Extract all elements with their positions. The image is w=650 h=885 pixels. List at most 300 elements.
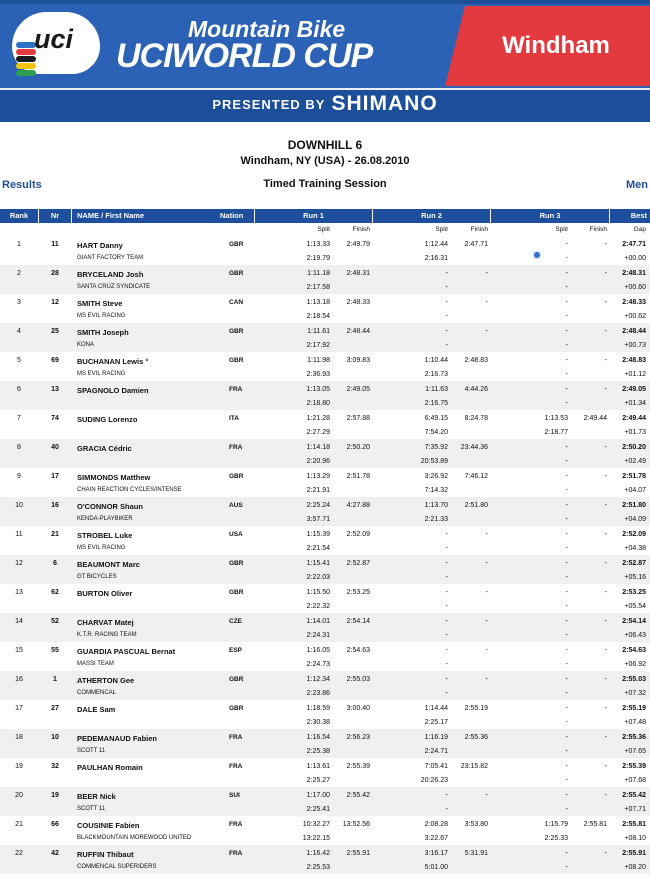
cell-rank: 12 — [15, 560, 23, 567]
cell-run3-split: - — [565, 763, 568, 770]
cell-run3-finish: - — [604, 676, 607, 683]
cell-run3-time: - — [565, 719, 568, 726]
cell-nation: ESP — [229, 647, 243, 654]
cell-run3-time: - — [565, 284, 568, 291]
cell-rank: 20 — [15, 792, 23, 799]
cell-team: SCOTT 11 — [77, 748, 106, 754]
cell-run3-finish: - — [604, 850, 607, 857]
cell-best: 2:55.39 — [622, 763, 646, 770]
cell-team: K.T.R. RACING TEAM — [77, 632, 137, 638]
cell-run1-finish: 2:55.42 — [346, 792, 370, 799]
cell-nation: SUI — [229, 792, 240, 799]
uci-stripes-icon — [16, 42, 36, 74]
cell-nation: USA — [229, 531, 243, 538]
cell-nation: GBR — [229, 473, 244, 480]
run1-finish-header: Finish — [352, 226, 370, 233]
cell-run1-finish: 2:48.31 — [346, 270, 370, 277]
cell-team: GIANT FACTORY TEAM — [77, 255, 144, 261]
cell-run2-finish: 5:31.91 — [464, 850, 488, 857]
cell-gap: +04.38 — [624, 545, 646, 552]
cell-name: BURTON Oliver — [77, 589, 133, 598]
table-row — [0, 323, 650, 352]
cell-team: COMMENCAL SUPERIDERS — [77, 864, 157, 870]
presented-by: PRESENTED BY — [212, 96, 326, 112]
cell-run3-time: - — [565, 864, 568, 871]
cell-run1-split: 1:11.61 — [307, 328, 330, 335]
cell-run2-finish: 3:53.80 — [464, 821, 488, 828]
cell-run2-time: 7:14.32 — [424, 487, 448, 494]
cell-nr: 40 — [51, 444, 59, 451]
table-row — [0, 381, 650, 410]
table-row — [0, 671, 650, 700]
cell-nation: GBR — [229, 676, 244, 683]
cell-nation: GBR — [229, 589, 244, 596]
cell-run2-time: 2:16.31 — [424, 255, 448, 262]
table-row — [0, 816, 650, 845]
cell-best: 2:51.80 — [622, 502, 646, 509]
cell-run2-time: - — [445, 632, 448, 639]
cell-run3-finish: - — [604, 531, 607, 538]
cell-run2-finish: - — [485, 270, 488, 277]
cell-nr: 11 — [51, 241, 59, 248]
cell-rank: 18 — [15, 734, 23, 741]
cell-run2-time: - — [445, 545, 448, 552]
cell-nation: FRA — [229, 444, 243, 451]
event-location-date: Windham, NY (USA) - 26.08.2010 — [240, 155, 410, 167]
cell-nr: 12 — [51, 299, 59, 306]
cell-nr: 42 — [51, 850, 59, 857]
cell-run1-time: 13:22.15 — [302, 835, 330, 842]
cell-run3-split: - — [565, 531, 568, 538]
cell-run3-time: - — [565, 342, 568, 349]
cell-best: 2:48.83 — [622, 357, 646, 364]
cell-run3-finish: - — [604, 386, 607, 393]
cell-run2-time: 20:26.23 — [420, 777, 448, 784]
cell-best: 2:49.05 — [622, 386, 646, 393]
cell-run3-split: - — [565, 270, 568, 277]
cell-run1-time: 2:22.32 — [306, 603, 330, 610]
cell-name: SPAGNOLO Damien — [77, 386, 149, 395]
cell-run2-finish: - — [485, 676, 488, 683]
cell-run3-split: 1:15.79 — [544, 821, 568, 828]
cell-run3-finish: - — [604, 734, 607, 741]
cell-run3-finish: - — [604, 647, 607, 654]
cell-run3-finish: - — [604, 270, 607, 277]
cell-run1-split: 1:14.18 — [306, 444, 330, 451]
cell-run3-split: - — [565, 444, 568, 451]
cell-gap: +06.43 — [624, 632, 646, 639]
cell-run1-split: 2:25.24 — [306, 502, 330, 509]
cell-run1-split: 1:15.39 — [306, 531, 330, 538]
cell-run3-time: - — [565, 400, 568, 407]
cell-run2-split: 1:10.44 — [424, 357, 448, 364]
cell-nation: GBR — [229, 270, 244, 277]
table-row — [0, 555, 650, 584]
cell-run3-finish: 2:55.81 — [583, 821, 607, 828]
cell-best: 2:47.71 — [622, 241, 646, 248]
cell-run1-split: 1:13.29 — [306, 473, 330, 480]
cell-run2-split: 3:26.92 — [424, 473, 448, 480]
cell-run3-finish: - — [604, 241, 607, 248]
cell-run2-finish: 2:48.83 — [464, 357, 488, 364]
cell-run3-time: - — [565, 487, 568, 494]
cell-run2-time: 7:54.20 — [424, 429, 448, 436]
cell-run3-time: 2:18.77 — [544, 429, 568, 436]
cell-run3-finish: - — [604, 473, 607, 480]
cell-run1-split: 1:12.34 — [306, 676, 330, 683]
cell-run2-finish: 4:44.26 — [464, 386, 488, 393]
cell-name: O'CONNOR Shaun — [77, 502, 143, 511]
cell-rank: 1 — [17, 241, 21, 248]
cell-run2-time: 2:25.17 — [424, 719, 448, 726]
cell-run3-time: - — [565, 545, 568, 552]
cell-nation: CZE — [229, 618, 242, 625]
cell-nation: FRA — [229, 734, 243, 741]
cell-nr: 10 — [51, 734, 59, 741]
cell-gap: +05.54 — [624, 603, 646, 610]
category-label: Men — [626, 179, 648, 191]
cell-best: 2:52.09 — [622, 531, 646, 538]
cell-name: SMITH Joseph — [77, 328, 129, 337]
cell-run3-finish: - — [604, 328, 607, 335]
cell-best: 2:53.25 — [622, 589, 646, 596]
cell-name: PEDEMANAUD Fabien — [77, 734, 158, 743]
cell-run3-split: - — [565, 386, 568, 393]
sponsor-line — [0, 92, 650, 116]
results-label: Results — [2, 179, 42, 191]
cell-rank: 4 — [17, 328, 21, 335]
cell-nr: 6 — [53, 560, 57, 567]
cell-run3-time: - — [565, 748, 568, 755]
cell-team: MS EVIL RACING — [77, 545, 126, 551]
cell-nation: CAN — [229, 299, 244, 306]
cell-run3-finish: - — [604, 560, 607, 567]
cell-run3-time: - — [565, 632, 568, 639]
cell-name: SUDING Lorenzo — [77, 415, 138, 424]
cell-name: BUCHANAN Lewis ° — [77, 357, 149, 366]
cell-team: SCOTT 11 — [77, 806, 106, 812]
cell-nation: FRA — [229, 821, 243, 828]
cell-run2-split: - — [445, 299, 448, 306]
cell-run2-split: - — [445, 531, 448, 538]
table-row — [0, 265, 650, 294]
cell-nr: 69 — [51, 357, 59, 364]
cell-nation: GBR — [229, 560, 244, 567]
cell-run2-time: 20:53.89 — [420, 458, 448, 465]
cell-nation: GBR — [229, 705, 244, 712]
cell-gap: +00.00 — [624, 255, 646, 262]
cell-run3-split: - — [565, 560, 568, 567]
cell-run1-time: 2:25.41 — [306, 806, 330, 813]
cell-name: RUFFIN Thibaut — [77, 850, 134, 859]
cell-team: KONA — [77, 342, 95, 348]
cell-run1-time: 2:22.03 — [306, 574, 330, 581]
best-gap-header: Gap — [633, 226, 646, 233]
cell-run2-finish: - — [485, 618, 488, 625]
cell-run2-split: 7:05.41 — [424, 763, 448, 770]
cell-name: STROBEL Luke — [77, 531, 133, 540]
banner-divider — [0, 88, 650, 90]
cell-run2-time: - — [445, 284, 448, 291]
cell-best: 2:49.44 — [622, 415, 646, 422]
header-name-label: NAME / First Name — [77, 211, 145, 220]
cell-nation: GBR — [229, 357, 244, 364]
cell-run1-finish: 2:55.91 — [346, 850, 370, 857]
cell-run1-split: 1:11.18 — [307, 270, 330, 277]
table-row — [0, 700, 650, 729]
cell-run1-finish: 2:48.44 — [346, 328, 370, 335]
cell-run2-time: - — [445, 661, 448, 668]
cell-gap: +07.68 — [624, 777, 646, 784]
cell-run2-time: 2:21.33 — [424, 516, 448, 523]
run2-finish-header: Finish — [470, 226, 488, 233]
cell-run2-split: 6:49.15 — [424, 415, 448, 422]
cell-nr: 62 — [51, 589, 59, 596]
cell-rank: 21 — [15, 821, 23, 828]
banner-title: UCIWORLD CUP — [116, 37, 373, 75]
cell-run1-split: 1:13.05 — [306, 386, 330, 393]
run3-split-header: Split — [555, 226, 568, 233]
cell-run1-split: 1:13.33 — [306, 241, 330, 248]
cell-run2-time: - — [445, 313, 448, 320]
cell-run1-finish: 2:49.79 — [346, 241, 370, 248]
cell-run1-time: 2:25.38 — [306, 748, 330, 755]
cell-run2-time: 2:16.75 — [424, 400, 448, 407]
cell-nr: 27 — [51, 705, 59, 712]
cell-run1-split: 1:18.59 — [306, 705, 330, 712]
cell-run2-time: 3:22.67 — [424, 835, 448, 842]
cell-run1-finish: 2:54.14 — [346, 618, 370, 625]
cell-nr: 74 — [51, 415, 59, 422]
cell-run3-split: - — [565, 676, 568, 683]
cell-run1-finish: 2:52.87 — [346, 560, 370, 567]
cell-team: MS EVIL RACING — [77, 371, 126, 377]
cell-rank: 2 — [17, 270, 21, 277]
cell-gap: +01.73 — [624, 429, 646, 436]
cell-run1-split: 10:32.27 — [302, 821, 330, 828]
cell-rank: 8 — [17, 444, 21, 451]
cell-gap: +00.60 — [624, 284, 646, 291]
cell-run3-time: - — [565, 313, 568, 320]
cell-run1-time: 2:21.91 — [306, 487, 330, 494]
cursor-indicator — [534, 252, 540, 258]
cell-nation: ITA — [229, 415, 239, 422]
cell-run3-time: - — [565, 603, 568, 610]
table-row — [0, 758, 650, 787]
cell-gap: +08.20 — [624, 864, 646, 871]
cell-run2-split: 1:12.44 — [424, 241, 448, 248]
cell-run2-time: - — [445, 690, 448, 697]
cell-run2-split: 3:16.17 — [424, 850, 448, 857]
table-row — [0, 410, 650, 439]
cell-run3-split: - — [565, 589, 568, 596]
cell-run3-finish: - — [604, 705, 607, 712]
table-row — [0, 468, 650, 497]
cell-run3-split: - — [565, 299, 568, 306]
cell-name: HART Danny — [77, 241, 123, 250]
cell-run1-time: 2:23.86 — [306, 690, 330, 697]
cell-name: BEAUMONT Marc — [77, 560, 140, 569]
cell-rank: 6 — [17, 386, 21, 393]
table-row — [0, 497, 650, 526]
cell-nation: FRA — [229, 850, 243, 857]
cell-run1-time: 2:17.92 — [306, 342, 330, 349]
cell-best: 2:55.03 — [622, 676, 646, 683]
cell-rank: 15 — [15, 647, 23, 654]
cell-run2-split: - — [445, 618, 448, 625]
table-header — [0, 209, 650, 223]
header-run3: Run 3 — [491, 209, 609, 223]
header-run2: Run 2 — [373, 209, 490, 223]
cell-run1-finish: 2:50.20 — [346, 444, 370, 451]
cell-rank: 11 — [15, 531, 23, 538]
cell-run1-split: 1:16.54 — [306, 734, 330, 741]
table-subheader — [0, 224, 650, 236]
cell-run1-finish: 2:51.78 — [346, 473, 370, 480]
cell-run3-finish: - — [604, 589, 607, 596]
cell-nr: 21 — [51, 531, 59, 538]
cell-run2-finish: 23:44.36 — [460, 444, 488, 451]
cell-name: PAULHAN Romain — [77, 763, 143, 772]
cell-run2-split: 1:16.19 — [424, 734, 448, 741]
cell-gap: +07.48 — [624, 719, 646, 726]
cell-run3-split: - — [565, 473, 568, 480]
cell-run3-finish: - — [604, 444, 607, 451]
cell-best: 2:48.31 — [622, 270, 646, 277]
table-row — [0, 352, 650, 381]
cell-run3-time: - — [565, 371, 568, 378]
cell-run3-split: - — [565, 850, 568, 857]
cell-rank: 7 — [17, 415, 21, 422]
cell-run3-split: - — [565, 705, 568, 712]
cell-run3-finish: - — [604, 299, 607, 306]
cell-name: ATHERTON Gee — [77, 676, 135, 685]
cell-run1-time: 2:20.96 — [306, 458, 330, 465]
cell-run3-time: - — [565, 690, 568, 697]
cell-nr: 19 — [51, 792, 59, 799]
uci-logo-text: uci — [34, 24, 74, 54]
cell-best: 2:55.19 — [622, 705, 646, 712]
cell-run3-finish: 2:49.44 — [583, 415, 607, 422]
cell-nr: 66 — [51, 821, 59, 828]
cell-run3-finish: - — [604, 618, 607, 625]
table-row — [0, 642, 650, 671]
cell-run1-split: 1:17.00 — [306, 792, 330, 799]
cell-rank: 14 — [15, 618, 23, 625]
cell-run1-finish: 2:55.03 — [346, 676, 370, 683]
cell-name: GRACIA Cédric — [77, 444, 132, 453]
cell-run1-finish: 2:49.05 — [346, 386, 370, 393]
cell-run2-finish: 7:46.12 — [464, 473, 488, 480]
cell-run3-split: 1:13.53 — [544, 415, 568, 422]
cell-team: SANTA CRUZ SYNDICATE — [77, 284, 151, 290]
cell-nr: 16 — [51, 502, 59, 509]
cell-run2-finish: - — [485, 647, 488, 654]
cell-nr: 52 — [51, 618, 59, 625]
cell-name: CHARVAT Matej — [77, 618, 134, 627]
cell-run3-time: - — [565, 255, 568, 262]
table-row — [0, 787, 650, 816]
cell-team: GT BICYCLES — [77, 574, 117, 580]
cell-run1-time: 2:18.80 — [306, 400, 330, 407]
cell-run2-split: - — [445, 676, 448, 683]
cell-name: BRYCELAND Josh — [77, 270, 144, 279]
cell-run1-finish: 3:00.40 — [346, 705, 370, 712]
cell-run2-finish: 2:47.71 — [464, 241, 488, 248]
cell-run3-finish: - — [604, 792, 607, 799]
cell-rank: 16 — [15, 676, 23, 683]
cell-run2-split: 1:13.70 — [424, 502, 448, 509]
cell-run1-split: 1:13.18 — [306, 299, 330, 306]
cell-run1-time: 2:30.38 — [306, 719, 330, 726]
cell-team: MASSI TEAM — [77, 661, 114, 667]
run3-finish-header: Finish — [589, 226, 607, 233]
table-row — [0, 729, 650, 758]
cell-run2-finish: 2:55.36 — [464, 734, 488, 741]
run1-split-header: Split — [317, 226, 330, 233]
cell-team: MS EVIL RACING — [77, 313, 126, 319]
cell-name: BEER Nick — [77, 792, 116, 801]
cell-run2-finish: 8:24.78 — [464, 415, 488, 422]
cell-run2-split: - — [445, 560, 448, 567]
cell-best: 2:52.87 — [622, 560, 646, 567]
cell-run3-split: - — [565, 734, 568, 741]
venue-name: Windham — [502, 32, 610, 59]
cell-run1-split: 1:16.05 — [306, 647, 330, 654]
cell-rank: 22 — [15, 850, 23, 857]
cell-name: GUARDIA PASCUAL Bernat — [77, 647, 176, 656]
cell-run1-finish: 2:48.33 — [346, 299, 370, 306]
cell-run1-finish: 2:56.23 — [346, 734, 370, 741]
header-rank: Rank — [0, 209, 38, 223]
cell-team: COMMENCAL — [77, 690, 117, 696]
cell-nr: 13 — [51, 386, 59, 393]
cell-run1-time: 2:21.54 — [306, 545, 330, 552]
cell-run1-finish: 2:57.88 — [346, 415, 370, 422]
run2-split-header: Split — [435, 226, 448, 233]
cell-run1-finish: 2:53.25 — [346, 589, 370, 596]
table-row — [0, 845, 650, 874]
cell-run2-split: - — [445, 270, 448, 277]
header-name — [72, 209, 254, 223]
cell-run3-split: - — [565, 328, 568, 335]
cell-name: SIMMONDS Matthew — [77, 473, 151, 482]
cell-nation: GBR — [229, 328, 244, 335]
cell-nation: FRA — [229, 763, 243, 770]
cell-best: 2:55.91 — [622, 850, 646, 857]
cell-gap: +04.09 — [624, 516, 646, 523]
cell-name: SMITH Steve — [77, 299, 123, 308]
cell-nation: GBR — [229, 241, 244, 248]
cell-best: 2:55.42 — [622, 792, 646, 799]
cell-team: CHAIN REACTION CYCLES/INTENSE — [77, 487, 182, 493]
cell-gap: +05.16 — [624, 574, 646, 581]
cell-run1-split: 1:14.01 — [306, 618, 330, 625]
cell-run3-finish: - — [604, 502, 607, 509]
cell-rank: 17 — [15, 705, 23, 712]
cell-rank: 3 — [17, 299, 21, 306]
cell-run1-time: 2:25.53 — [306, 864, 330, 871]
cell-run1-split: 1:15.50 — [306, 589, 330, 596]
cell-run3-split: - — [565, 502, 568, 509]
cell-rank: 9 — [17, 473, 21, 480]
cell-rank: 13 — [15, 589, 23, 596]
cell-run3-split: - — [565, 647, 568, 654]
cell-run2-finish: 2:55.19 — [464, 705, 488, 712]
cell-run3-time: - — [565, 777, 568, 784]
cell-run2-time: 2:24.71 — [424, 748, 448, 755]
cell-run1-time: 2:25.27 — [306, 777, 330, 784]
